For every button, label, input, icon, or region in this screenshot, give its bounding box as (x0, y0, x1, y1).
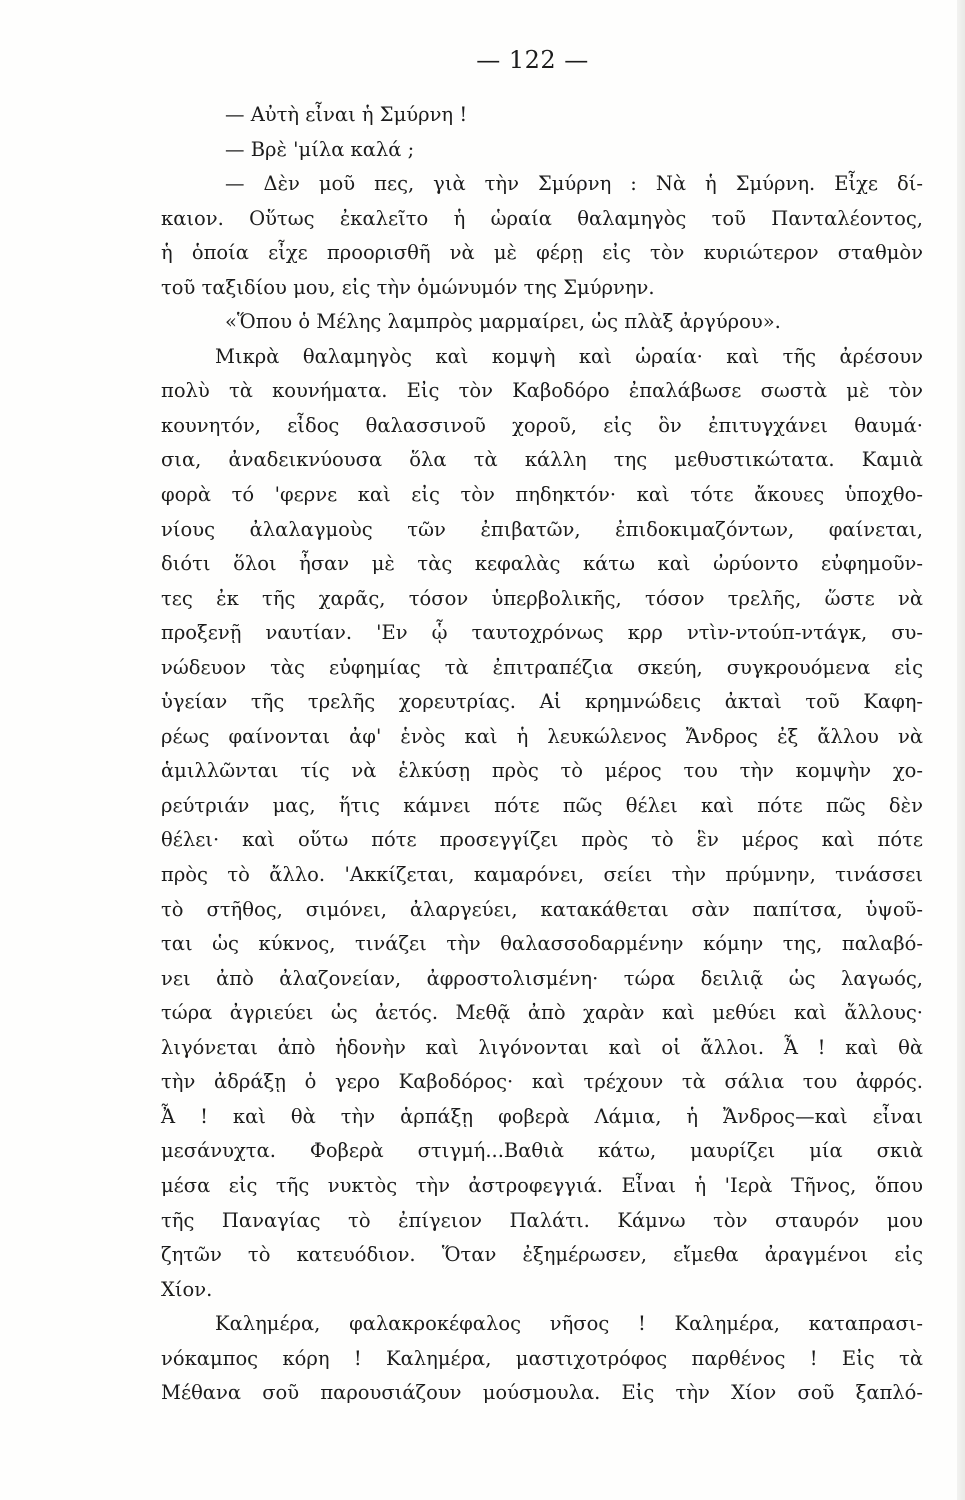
text-line: σια, ἀναδεικνύουσα ὅλα τὰ κάλλη της μεθυστικώτατα. Καμιὰ (161, 448, 923, 472)
text-line: πολὺ τὰ κουνήματα. Εἰς τὸν Καβοδόρο ἐπαλάβωσε σωστὰ μὲ τὸν (161, 379, 923, 403)
text-line: ἁμιλλῶνται τίς νὰ ἑλκύσῃ πρὸς τὸ μέρος του τὴν κομψὴν χο- (161, 759, 923, 783)
text-line: ζητῶν τὸ κατευόδιον. Ὅταν ἐξημέρωσεν, εἴμεθα ἀραγμένοι εἰς (161, 1243, 923, 1267)
text-line: τοῦ ταξιδίου μου, εἰς τὴν ὁμώνυμόν της Σμύρνην. (161, 275, 655, 299)
text-line: — Δὲν μοῦ πες, γιὰ τὴν Σμύρνη : Νὰ ἡ Σμύρνη. Εἶχε δί- (225, 172, 923, 196)
text-line: νίους ἀλαλαγμοὺς τῶν ἐπιβατῶν, ἐπιδοκιμαζόντων, φαίνεται, (161, 517, 923, 541)
text-line: Μικρὰ θαλαμηγὸς καὶ κομψὴ καὶ ὡραία· καὶ τῆς ἀρέσουν (215, 344, 923, 368)
text-line: φορὰ τό 'φερνε καὶ εἰς τὸν πηδηκτόν· καὶ τότε ἄκουες ὑποχθο- (161, 483, 923, 507)
text-line: τώρα ἀγριεύει ὡς ἀετός. Μεθᾷ ἀπὸ χαρὰν καὶ μεθύει καὶ ἄλλους· (161, 1001, 923, 1025)
text-line: λιγόνεται ἀπὸ ἡδονὴν καὶ λιγόνονται καὶ οἱ ἄλλοι. Ἆ ! καὶ θὰ (161, 1035, 923, 1059)
text-line: ἡ ὁποία εἶχε προορισθῆ νὰ μὲ φέρῃ εἰς τὸν κυριώτερον σταθμὸν (161, 241, 923, 265)
page-edge (957, 0, 965, 1500)
text-line: Ἆ ! καὶ θὰ τὴν ἁρπάξῃ φοβερὰ Λάμια, ἡ Ἄνδρος—καὶ εἶναι (161, 1104, 923, 1128)
text-line: — Βρὲ 'μίλα καλά ; (225, 137, 415, 161)
text-line: προξενῇ ναυτίαν. 'Εν ᾧ ταυτοχρόνως κρρ ντὶν-ντούπ-ντάγκ, συ- (161, 621, 923, 645)
text-line: διότι ὅλοι ἦσαν μὲ τὰς κεφαλὰς κάτω καὶ ὠρύοντο εὐφημοῦν- (161, 552, 923, 576)
text-line: ρεύτριάν μας, ἥτις κάμνει πότε πῶς θέλει καὶ πότε πῶς δὲν (161, 793, 923, 817)
text-line: τῆς Παναγίας τὸ ἐπίγειον Παλάτι. Κάμνω τὸν σταυρόν μου (161, 1208, 923, 1232)
text-line: — Αὐτὴ εἶναι ἡ Σμύρνη ! (225, 103, 468, 126)
text-line: Μέθανα σοῦ παρουσιάζουν μούσμουλα. Εἰς τὴν Χίον σοῦ ξαπλό- (161, 1381, 923, 1405)
text-line: τες ἐκ τῆς χαρᾶς, τόσον ὑπερβολικῆς, τόσον τρελῆς, ὥστε νὰ (161, 586, 923, 610)
text-line: καιον. Οὕτως ἐκαλεῖτο ἡ ὡραία θαλαμηγὸς τοῦ Πανταλέοντος, (161, 206, 923, 230)
text-line: Καλημέρα, φαλακροκέφαλος νῆσος ! Καλημέρα, καταπρασι- (215, 1312, 923, 1336)
text-line: μέσα εἰς τῆς νυκτὸς τὴν ἀστροφεγγιά. Εἶναι ἡ 'Ιερὰ Τῆνος, ὅπου (161, 1173, 923, 1197)
text-line: θέλει· καὶ οὕτω πότε προσεγγίζει πρὸς τὸ ἓν μέρος καὶ πότε (161, 828, 923, 852)
text-line: νώδευον τὰς εὐφημίας τὰ ἐπιτραπέζια σκεύη, συγκρουόμενα εἰς (161, 655, 923, 679)
text-line: τὸ στῆθος, σιμόνει, ἀλαργεύει, κατακάθεται σὰν παπίτσα, ὑψοῦ- (161, 897, 923, 921)
text-line: ὑγείαν τῆς τρελῆς χορευτρίας. Αἱ κρημνώδεις ἀκταὶ τοῦ Καφη- (161, 690, 923, 714)
page-number: — 122 — (476, 46, 589, 74)
text-line: «Ὅπου ὁ Μέλης λαμπρὸς μαρμαίρει, ὡς πλὰξ ἀργύρου». (225, 310, 781, 334)
text-line: κουνητόν, εἶδος θαλασσινοῦ χοροῦ, εἰς ὃν ἐπιτυγχάνει θαυμά· (161, 413, 923, 437)
text-line: νει ἀπὸ ἀλαζονείαν, ἀφροστολισμένη· τώρα δειλιᾷ ὡς λαγωός, (161, 966, 923, 990)
text-line: Χίον. (161, 1277, 213, 1301)
text-line: ρέως φαίνονται ἀφ' ἑνὸς καὶ ἡ λευκώλενος Ἄνδρος ἐξ ἄλλου νὰ (161, 724, 923, 748)
text-line: πρὸς τὸ ἄλλο. 'Ακκίζεται, καμαρόνει, σείει τὴν πρύμνην, τινάσσει (161, 863, 923, 887)
text-line: μεσάνυχτα. Φοβερὰ στιγμή...Βαθιὰ κάτω, μαυρίζει μία σκιὰ (161, 1139, 923, 1163)
text-line: νόκαμπος κόρη ! Καλημέρα, μαστιχοτρόφος παρθένος ! Εἰς τὰ (161, 1346, 923, 1370)
text-line: τὴν ἀδράξῃ ὁ γερο Καβοδόρος· καὶ τρέχουν τὰ σάλια του ἀφρός. (161, 1070, 923, 1094)
text-line: ται ὡς κύκνος, τινάζει τὴν θαλασσοδαρμένην κόμην της, παλαβό- (161, 932, 923, 956)
body-text (161, 98, 923, 1411)
